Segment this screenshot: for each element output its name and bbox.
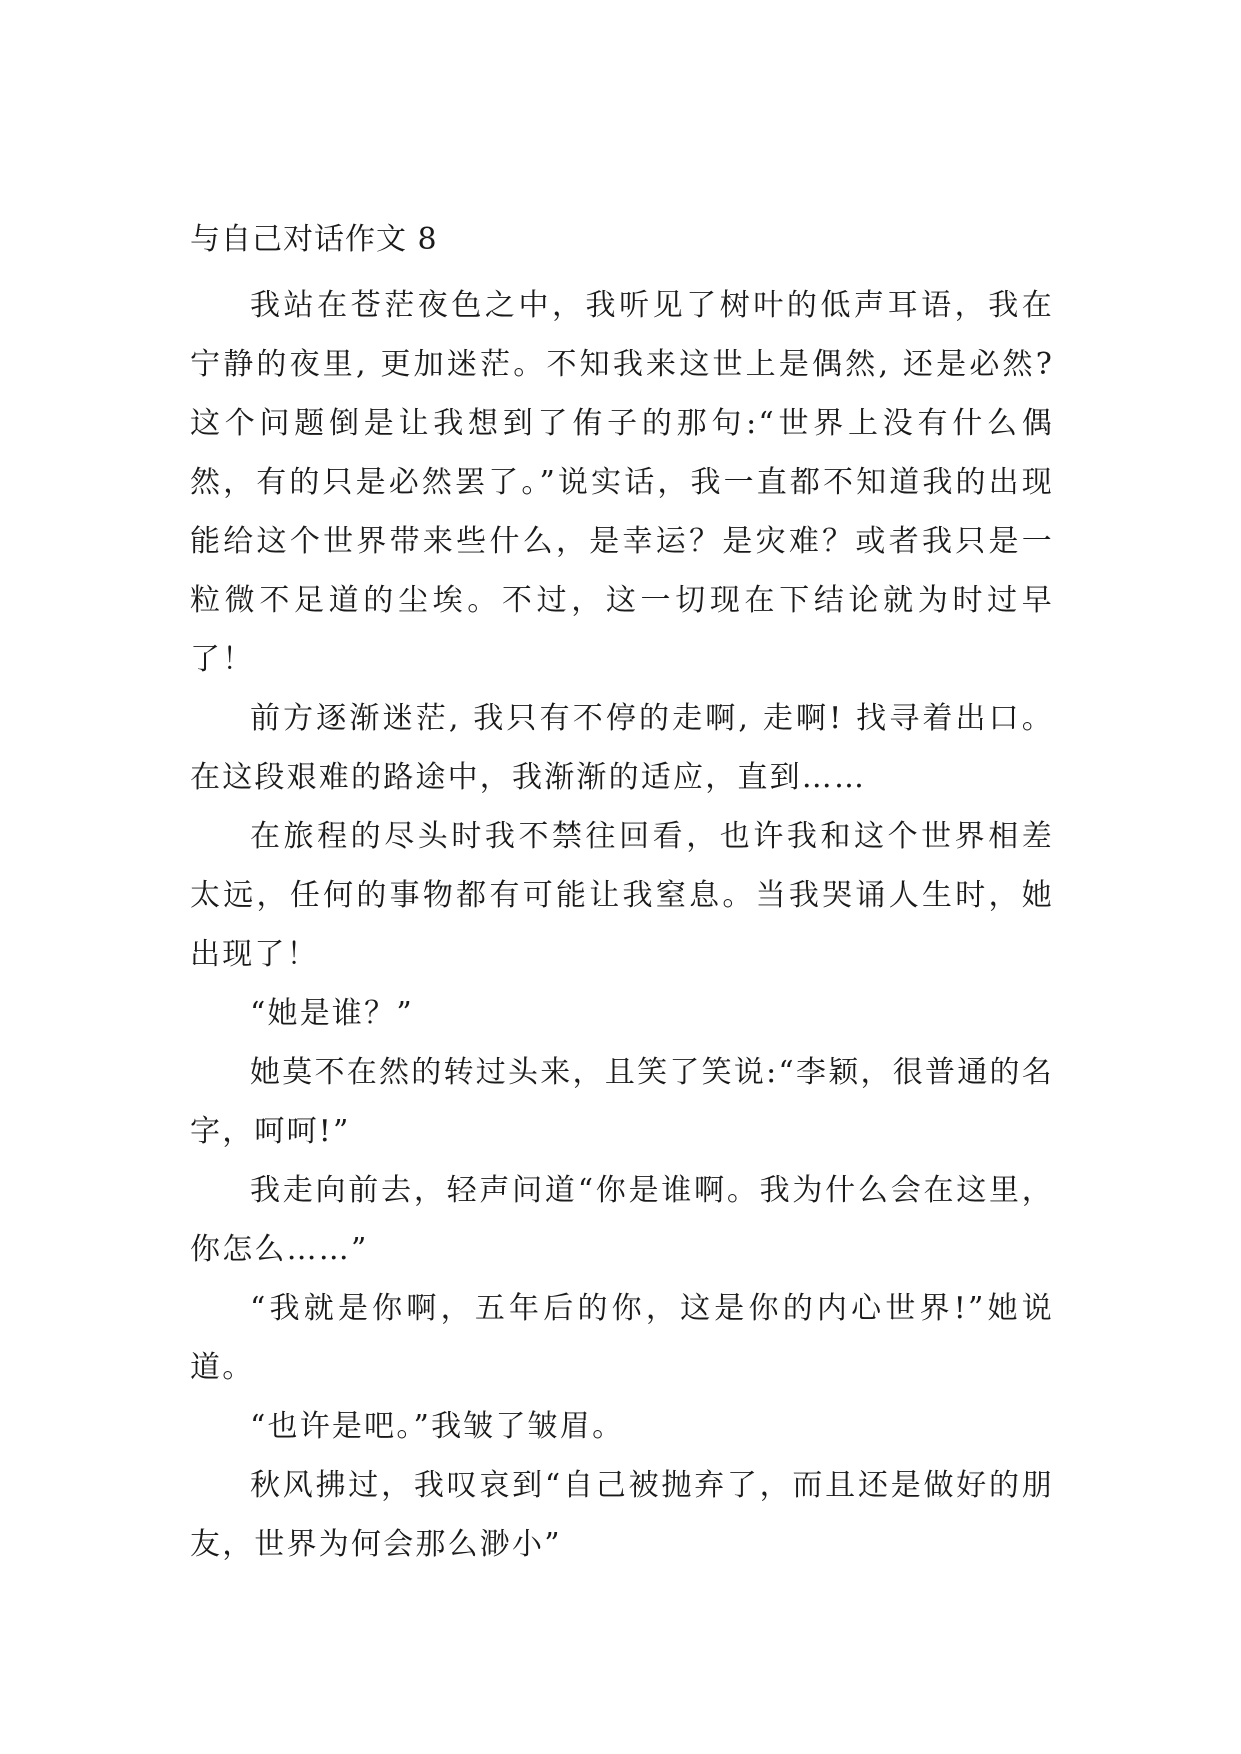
paragraph-9: 秋风拂过，我叹哀到“自己被抛弃了，而且还是做好的朋友，世界为何会那么渺小” (190, 1468, 1054, 1562)
paragraph-7: “我就是你啊，五年后的你，这是你的内心世界!”她说道。 (190, 1291, 1054, 1385)
document-page (190, 220, 1054, 1574)
paragraph-6: 我走向前去，轻声问道“你是谁啊。我为什么会在这里，你怎么……” (190, 1173, 1054, 1267)
paragraph-4: “她是谁？” (250, 996, 414, 1031)
paragraph-3: 在旅程的尽头时我不禁往回看，也许我和这个世界相差太远，任何的事物都有可能让我窒息。当我哭诵人生时，她出现了！ (190, 819, 1054, 972)
paragraph-8: “也许是吧。”我皱了皱眉。 (250, 1409, 625, 1444)
paragraph-1: 我站在苍茫夜色之中，我听见了树叶的低声耳语，我在宁静的夜里, 更加迷茫。不知我来这世上是偶然, 还是必然? 这个问题倒是让我想到了侑子的那句:“世界上没有什么偶然，有的只是必然罢了。”说实话，我一直都不知道我的出现能给这个世界带来些什么，是幸运？是灾难？或者我只是一粒微不足道的尘埃。不过，这一切现在下结论就为时过早了！ (190, 288, 1054, 677)
document-title: 与自己对话作文 8 (190, 222, 438, 257)
paragraph-2: 前方逐渐迷茫, 我只有不停的走啊, 走啊! 找寻着出口。在这段艰难的路途中，我渐渐的适应，直到…… (190, 701, 1054, 795)
paragraph-5: 她莫不在然的转过头来，且笑了笑说:“李颖，很普通的名字，呵呵!” (190, 1055, 1054, 1149)
